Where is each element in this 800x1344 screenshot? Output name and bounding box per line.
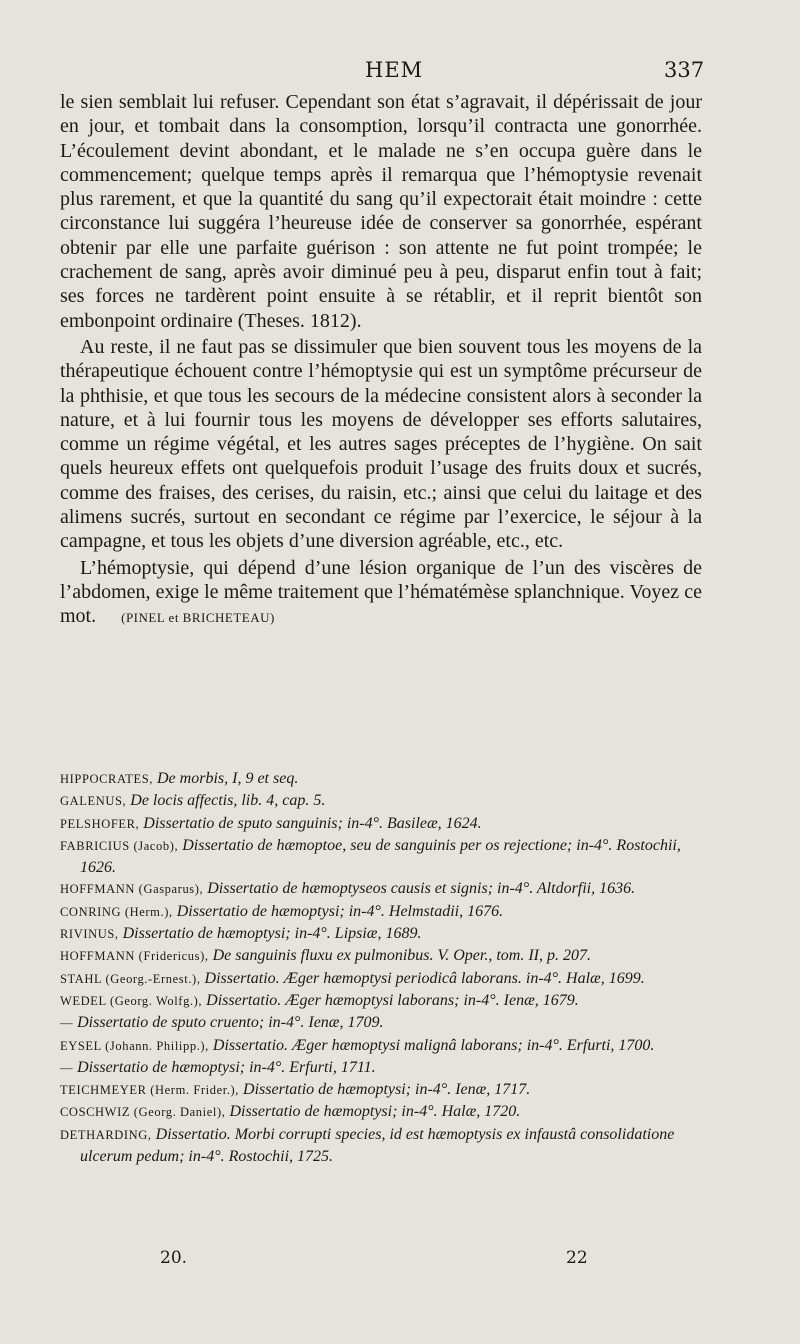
reference-author: RIVINUS,: [60, 927, 119, 942]
reference-title: Dissertatio. Morbi corrupti species, id est hæmoptysis ex infaustâ consolidatione ulcerum pedum; in-4°. Rostochii, 1725.: [80, 1125, 675, 1166]
reference-title: Dissertatio de hæmoptysi; in-4°. Halæ, 1720.: [229, 1103, 521, 1121]
reference-author: WEDEL (Georg. Wolfg.),: [60, 993, 203, 1008]
reference-title: Dissertatio de hæmoptysi; in-4°. Erfurti, 1711.: [77, 1058, 376, 1076]
reference-author: PELSHOFER,: [60, 816, 140, 831]
reference-author: DETHARDING,: [60, 1127, 152, 1142]
running-head: HEM: [365, 58, 424, 82]
page-footer: [0, 1248, 800, 1278]
reference: [60, 790, 702, 812]
reference-title: De sanguinis fluxu ex pulmonibus. V. Oper., tom. II, p. 207.: [212, 947, 591, 965]
signature-mark-left: 20.: [160, 1248, 188, 1268]
reference: [60, 990, 702, 1012]
reference-title: De morbis, I, 9 et seq.: [157, 770, 299, 787]
paragraph: Au reste, il ne faut pas se dissimuler que bien souvent tous les moyens de la thérapeutique échouent contre l’hémoptysie qui est un symptôme précurseur de la phthisie, et que tous les secours de la médecine consistent alors à seconder la nature, et à lui fournir tous les moyens de développer ses efforts salutaires, comme un régime végétal, et les autres sages préceptes de l’hygiène. On sait quels heureux effets ont quelquefois produit l’usage des fruits doux et sucrés, comme des fraises, des cerises, du raisin, etc.; ainsi que celui du laitage et des alimens sucrés, surtout en secondant ce régime par l’exercice, le séjour à la campagne, et tous les objets d’une diversion agréable, etc., etc.: [60, 335, 702, 553]
reference-author: TEICHMEYER (Herm. Frider.),: [60, 1083, 240, 1098]
reference-author: HIPPOCRATES,: [60, 772, 153, 786]
reference-author: COSCHWIZ (Georg. Daniel),: [60, 1105, 226, 1120]
reference-title: Dissertatio de sputo cruento; in-4°. Ienæ, 1709.: [77, 1014, 384, 1032]
reference-title: Dissertatio de hæmoptysi; in-4°. Lipsiæ, 1689.: [122, 925, 422, 943]
reference: [60, 945, 702, 967]
reference-title: Dissertatio de hæmoptysi; in-4°. Helmstadii, 1676.: [176, 902, 504, 920]
reference-title: Dissertatio de sputo sanguinis; in-4°. Basileæ, 1624.: [143, 814, 482, 832]
reference: [60, 835, 702, 879]
page-header: [0, 58, 800, 90]
page-number: 337: [664, 58, 705, 82]
reference: [60, 923, 702, 945]
reference-title: Dissertatio. Æger hæmoptysi laborans; in-4°. Ienæ, 1679.: [206, 991, 579, 1009]
reference-author: HOFFMANN (Gasparus),: [60, 882, 204, 897]
reference-title: De locis affectis, lib. 4, cap. 5.: [130, 792, 326, 810]
reference-author: —: [60, 1016, 74, 1031]
reference-title: Dissertatio de hæmoptoe, seu de sanguinis per os rejectione; in-4°. Rostochii, 1626.: [80, 836, 681, 877]
bibliography: [60, 768, 702, 1167]
reference: [60, 768, 702, 790]
reference-author: GALENUS,: [60, 794, 127, 809]
signature-mark-right: 22: [566, 1248, 588, 1268]
reference: [60, 813, 702, 835]
reference-author: CONRING (Herm.),: [60, 904, 173, 919]
reference-title: Dissertatio. Æger hæmoptysi malignâ laborans; in-4°. Erfurti, 1700.: [212, 1036, 655, 1054]
reference-title: Dissertatio. Æger hæmoptysi periodicâ laborans. in-4°. Halæ, 1699.: [204, 969, 645, 987]
main-text: [60, 90, 702, 631]
reference-author: STAHL (Georg.-Ernest.),: [60, 971, 201, 986]
paragraph: [60, 556, 702, 631]
reference-author: FABRICIUS (Jacob),: [60, 838, 179, 853]
reference: [60, 901, 702, 923]
reference: [60, 878, 702, 900]
reference: [60, 1012, 702, 1034]
reference: [60, 1035, 702, 1057]
reference-author: —: [60, 1060, 74, 1075]
reference-author: HOFFMANN (Fridericus),: [60, 949, 209, 964]
reference-author: EYSEL (Johann. Philipp.),: [60, 1038, 209, 1053]
reference: [60, 1079, 702, 1101]
paragraph: le sien semblait lui refuser. Cependant son état s’agravait, il dépérissait de jour en jour, et tombait dans la consomption, lorsqu’il contracta une gonorrhée. L’écoulement devint abondant, et le malade ne s’en occupa guère dans le commencement; quelque temps après il remarqua que l’hémoptysie revenait plus rarement, et que la quantité du sang qu’il expectorait était moindre : cette circonstance lui suggéra l’heureuse idée de conserver sa gonorrhée, espérant obtenir par elle une parfaite guérison : son attente ne fut point trompée; le crachement de sang, après avoir diminué peu à peu, disparut enfin tout à fait; ses forces ne tardèrent point ensuite à se rétablir, et il reprit bientôt son embonpoint ordinaire (Theses. 1812).: [60, 91, 702, 332]
reference: [60, 968, 702, 990]
reference: [60, 1101, 702, 1123]
reference: [60, 1057, 702, 1079]
reference: [60, 1124, 702, 1168]
paragraph-text: L’hémoptysie, qui dépend d’une lésion organique de l’un des viscères de l’abdomen, exige le même traitement que l’hématémèse splanchnique. Voyez ce mot.: [60, 556, 702, 628]
reference-title: Dissertatio de hæmoptysi; in-4°. Ienæ, 1717.: [243, 1081, 531, 1099]
reference-title: Dissertatio de hæmoptyseos causis et signis; in-4°. Altdorfii, 1636.: [207, 880, 636, 898]
author-signature: (PINEL et BRICHETEAU): [121, 610, 275, 626]
